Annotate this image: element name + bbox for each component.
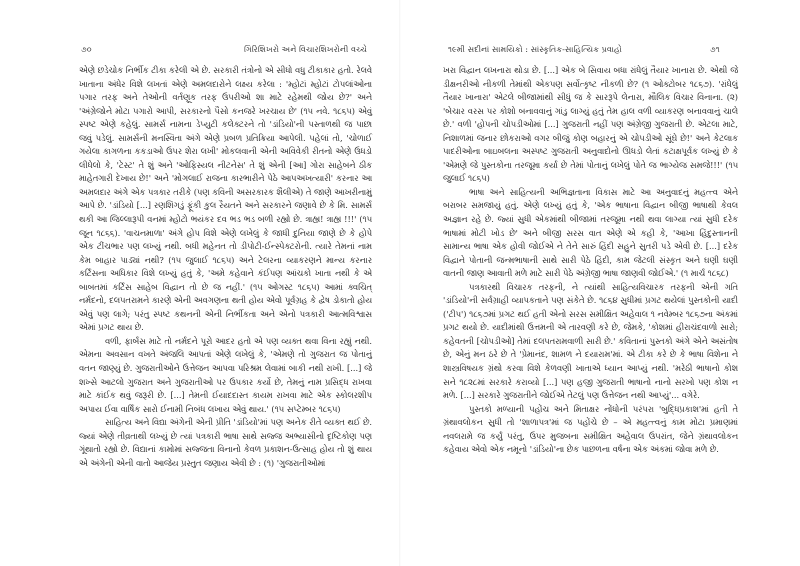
paragraph: ભાષા અને સાહિત્યની અભિજ્ઞતાના વિકાસ માટે આ અનુવાદનું મહત્ત્વ એને બરાબર સમજાયું હતું. એણે લખ્યું હતું કે, 'એક ભાષાના વિદ્વાન બીજી ભાષાથી કેવલ અજ્ઞાન રહે છે. જ્યાં સુધી એકમાંથી બીજામાં તરજૂમા નથી થવા લાગ્યા ત્યાં સુધી દરેક ભાષામાં મોટી ખોડ છે' અને બીજી સરસ વાત એણે એ કહી કે, 'આખા હિંદુસ્તાનની સામાન્ય ભાષા એક હોવી જોઈએ ને તેને સારું હિંદી સહુને સુતરી પડે એવી છે. [...] દરેક વિદ્વાને પોતાની જન્મભાષાની સાથે સારી પેઠે હિંદી, કામ જેટલી સંસ્કૃત અને ઘણી ઘણી વાતની જાણ આવાતી મળે માટે સારી પેઠે અંગ્રેજી ભાષા જાણવી જોઈએ.' (૧ માર્ચ ૧૮૬૮) bbox=[443, 186, 738, 279]
page-number: ૭૦ bbox=[81, 44, 92, 54]
paragraph: વળી, ફાર્બસ માટે તો નર્મદને પૂરો આદર હતો એ પણ વ્યક્ત થવા વિના રહ્યું નથી. એમના અવસાન વખતે અંજલિ આપતાં એણે લખેલું કે, 'એમણે તો ગુજરાત જ પોતાનું વતન જાણ્યું છે. ગુજરાતીઓને ઉત્તેજન આપવા પરિશ્રમ લેવામાં બાકી નથી રાખી. [...] જે શખ્સે આટલો ગુજરાત અને ગુજરાતીઓ પર ઉપકાર કર્યો છે, તેમનું નામ પ્રસિદ્ધ રાખવા માટે કાંઈક થવું જરૂરી છે. [...] તેમની ઈયાદદાસ્ત કાયમ રાખવા માટે એક સ્કોલરશીપ અપાય ઈવા વાર્ષિક સારો ઈનામી નિબંધ લખાય એવું થાય.' (૧૫ સપ્ટેમ્બર ૧૮૬૫) bbox=[79, 335, 372, 414]
running-head: ગિરિશિખરો અને વિચારશિખરોની વચ્ચે bbox=[244, 44, 368, 54]
body-text bbox=[79, 64, 372, 470]
running-head: ૧૯મી સદીનાં સામયિકો : સાંસ્કૃતિક-સાહિત્યિક પ્રવાહો bbox=[448, 44, 622, 54]
paragraph: એણે છડેચોક નિર્ભીક ટીકા કરેલી એ છે. સરકારી તંત્રોનો એ સીધો વધુ ટીકાકાર હતો. રેલવે ખાતાના અંધેર વિશે લખતાં એણે અમલદારોને લક્ષ્ય કરેલા : 'મ્હોટાં મ્હોટાં ટોપલાંઓના પગાર તરફ અને તેઓની વર્તણૂક તરફ ઉપરીઓ શા માટે રહેમથી જોય છે?' અને 'અંગ્રેજોને મોટા પગારો આપી, સરકારનો પૈસો કનજરે ખરચાય છે' (૧૫ નવે. ૧૮૬૫) એવું સ્પષ્ટ એણે કહેલું. સામર્સ નામના ડેપ્યુટી કલેક્ટરને તો 'ડાંડિયો'ની પસ્તાળથી જ પાછા જવું પડેલું. સામર્સની મનસ્વિતા અંગે એણે પ્રબળ પ્રતિક્રિયા આપેલી. પહેલાં તો, 'ચોળાઈ ગયેલા કાગળના કકડાઓ ઉપર શેરા લખી' મોકલવાની એની અવિવેકી રીતનો એણે ઉધડો લીધેલો કે, 'ટેસ્ટ' તે શું અને 'ઓફિસ્યલ નીટનેસ' તે શું એની [આ] ગોરા સાહેબને ઠીક માહેતગારી દેખાય છે!' અને 'મોગલાઈ રાજના કારભારીને પેઠે આપઅખત્યારી' કરનાર આ અમલદાર અંગે એક પત્રકાર તરીકે (પણ કવિની અસરકારક શૈલીએ) તે જાણે આખરીનામું આપે છે. 'ડાંડિયો [...] રણશિંગડું ફૂંકી કુલ રૈયતને અને સરકારને જણાવે છે કે મિ. સામર્સ થકી આ જિલ્લારૂપી વનમાં મ્હોટો ભયંકર દવ ભડ ભડ બળી રહ્યો છે. ત્રાહ્ય! ત્રાહ્ય !!!' (૧૫ જૂન ૧૮૬૬). 'વાચનમાળા' અંગે હોપ વિશે એણે લખેલું કે જાધી દુનિયા જાણે છે કે હોપે એક ટીંચભાર પણ લખ્યું નથી. બધી મહેનત તો ડીપોટી-ઈન્સ્પેક્ટરોની. ત્યારે તેમનાં નામ કેમ બાહાર પાડ્યાં નથી? (૧૫ જુલાઈ ૧૮૬૫) અને ટેલરના વ્યાકરણને માન્ય કરનાર કર્ટિસના અધિકાર વિશે લખ્યું હતું કે, 'અમે કહેવાને કંઈપણ આંચકો ખાતા નથી કે એ બાબતમાં કર્ટિસ સાહેબ વિદ્વાન તો છે જ નહીં.' (૧૫ ઓગસ્ટ ૧૮૬૫) આમાં ક્વચિત્ નર્મદનો, દલપતરામને કારણે એની અવગણના થતી હોય એવો પૂર્વગ્રહ કે દ્વેષ ડોકાતો હોય એવું પણ લાગે; પરંતુ સ્પષ્ટ કથનની એની નિર્ભીકતા અને એનો પત્રકારી આત્મવિશ્વાસ એમાં પ્રગટ થાય છે. bbox=[79, 65, 372, 333]
page-number: ૭૧ bbox=[710, 44, 720, 54]
paragraph: પુસ્તકો મળ્યાની પહોંચ અને મિતાક્ષર નોંધોની પરંપરા 'બુદ્ધિપ્રકાશ'માં હતી તે ગ્રંથાવલોકન સુધી તો 'શાળાપત્ર'માં જ પહોંચે છે – એ મહત્ત્વનું કામ મોટા પ્રમાણમાં નવલરામે જ કર્યું પરંતુ, ઉપર મુજબના સમીક્ષિત અહેવાલ ઉપરાંત, જેને ગ્રંથાવલોકન કહેવાય એવો એક નમૂનો 'ડાંડિયો'ના છેક પાછળના વર્ષના એક અંકમાં જોવા મળે છે. bbox=[443, 403, 738, 455]
paragraph: સાહિત્ય અને વિદ્યા અંગેની એની પ્રીતિ 'ડાંડિયો'માં પણ અનેક રીતે વ્યક્ત થઈ છે. જ્યાં એણે તીવ્રતાથી લખ્યું છે ત્યાં પત્રકારી ભાષા સાથે સજ્જ અભ્યાસીનો દૃષ્ટિકોણ પણ ગૂંથાતો રહ્યો છે. વિદ્યાનાં કામોમાં સજ્જતા વિનાનો કેવળ પ્રકાશન-ઉત્સાહ હોય તો શું થાય એ અંગેની એની વાતો આજેય પ્રસ્તુત જણાય એવી છે : (૧) 'ગુજરાતીઓમાં bbox=[79, 417, 372, 468]
paragraph: પત્રકારથી વિચારક તરફની, ને ત્યાંથી સાહિત્યવિચારક તરફની એની ગતિ 'ડાંડિયો'ની સર્વગ્રાહી વ્યાપકતાને પણ સંકેતે છે. ૧૮૬૪ સુધીમાં પ્રગટ થયેલાં પુસ્તકોની યાદી ('ટીપ') ૧૮૬૭માં પ્રગટ થઈ હતી એનો સરસ સમીક્ષિત અહેવાલ ૧ નવેમ્બર ૧૮૬૭ના અંકમાં પ્રગટ થયો છે. યાદીમાંથી ઉત્તમની એ તારવણી કરે છે, જેમકે, 'કોશમાં હીરાચંદવાળો સારો; કહેવતની [ચોપડીઓ] તેમાં દલપતરામવાળી સારી છે.' કવિતાનાં પુસ્તકો અંગે એને અસંતોષ છે, એનું મન ઠરે છે તે 'પ્રેમાનંદ, શામળ ને દયારામ'માં. એ ટીકા કરે છે કે ભાષા વિશેના ને શાસ્ત્રવિષયક ગ્રંથો કરવા વિશે કેળવણી ખાતાએ ધ્યાન આપ્યું નથી. 'મરેઠી ભાષાનો કોશ સને ૧૮૨૮માં સરકારે કરાવ્યો [...] પણ હજી ગુજરાતી ભાષાનો નાનો સરખો પણ કોશ ન મળે. [...] સરકારે ગુજરાતીને જોઈએ તેટલું પણ ઉત્તેજન નથી આપ્યું'... વગેરે. bbox=[443, 281, 738, 401]
paragraph: ખરા વિદ્વાન લખનારા થોડા છે. [...] એક બે સિવાય બધા રાંધેલું તૈયાર ખાનારા છે. એથી જે ડીક્ષનરીઓ નીકળી તેમાંથી એકપણ સર્વોત્કૃષ્ટ નીકળી છે? (૧ ઓક્ટોબર ૧૮૬૭). 'રાંધેલું તૈયાર ખાનારા' એટલે બીજામાંથી સીધું જ કે સારરૂપે લેનારા, મૌલિક વિચાર વિનાના. (૨) 'બેચાર વરસ પર કોશો બનાવવાનું ગાંડુ લાગ્યું હતું તેમ હાલ વળી વ્યાકરણ બનાવવાનું ચાલે છે.' વળી 'હોપની ચોપડીઓમાં [...] ગુજરાતી નહીં પણ અંગ્રેજી ગુજરાતી છે. એટલા માટે, નિશાળમાં જનાર છોકરાઓ વગર બીજું કોણ બહારનું એ ચોપડીઓ સૂંઘે છે!' અને કેટલાક પાદરીઓના બાઇબલના અસ્પષ્ટ ગુજરાતી અનુવાદોનો ઊધડો લેતાં કટાક્ષપૂર્વક લખ્યું છે કે 'એમણે જે પુસ્તકોના તરજૂમા કર્યા છે તેમાં પોતાનું લખેલું પોતે જ ભાગ્યેજ સમજે!!!' (૧૫ જુલાઈ ૧૮૬૫) bbox=[443, 65, 738, 184]
right-page bbox=[400, 0, 800, 566]
body-text bbox=[443, 64, 738, 457]
